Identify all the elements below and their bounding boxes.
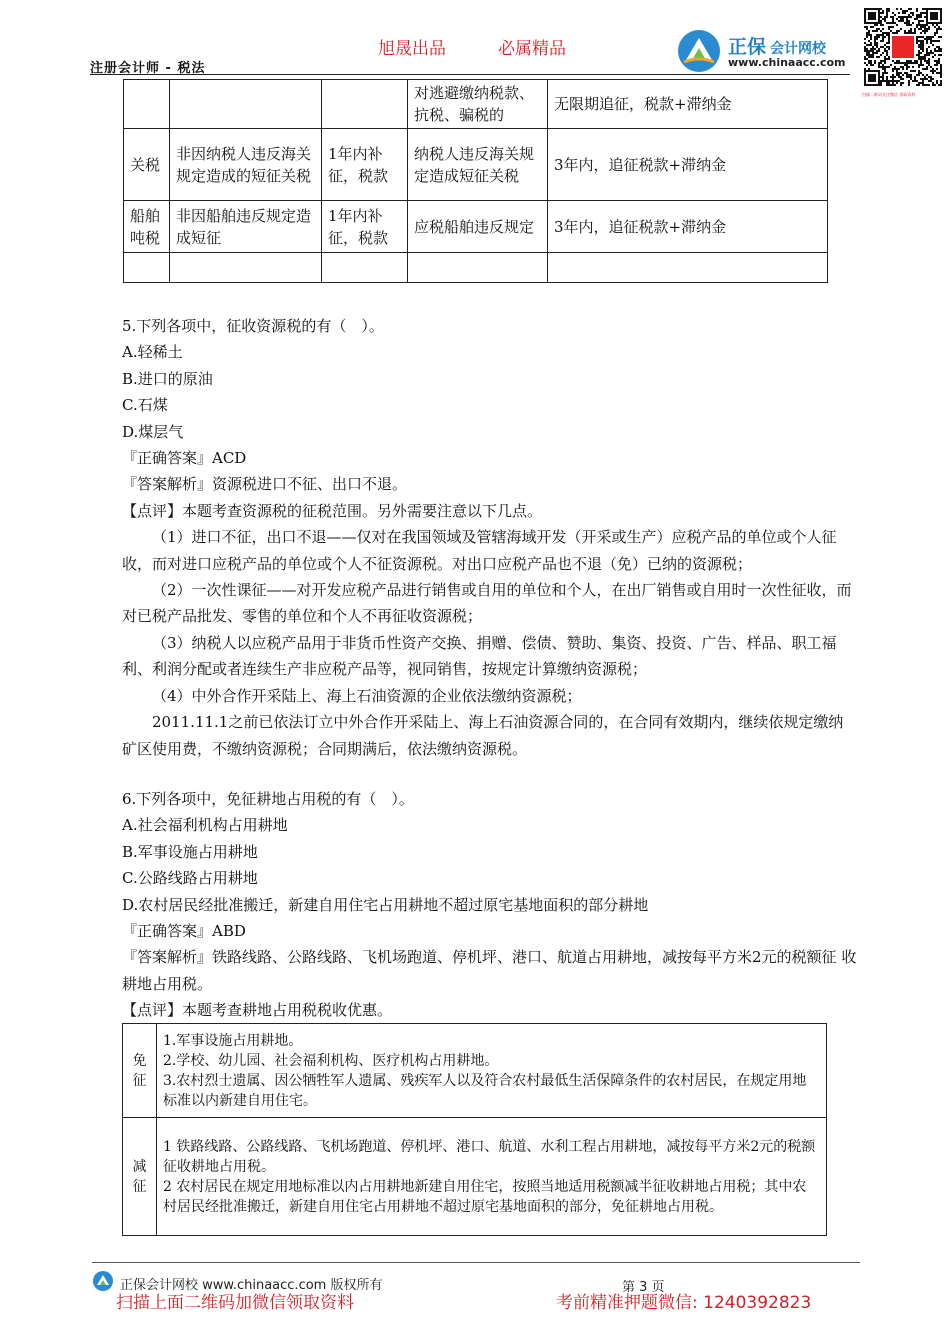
period-cell (322, 80, 408, 129)
comment-point: 2011.11.1之前已依法订立中外合作开采陆上、海上石油资源合同的，在合同有效期内，继续依规定缴纳矿区使用费，不缴纳资源税；合同期满后，依法缴纳资源税。 (122, 713, 844, 758)
comment: 【点评】本题考查资源税的征税范围。另外需要注意以下几点。 (122, 501, 543, 520)
list-item: 1 铁路线路、公路线路、飞机场跑道、停机坪、港口、航道、水利工程占用耕地，减按每平方米2元的税额征收耕地占用税。 (163, 1138, 816, 1175)
option: D.煤层气 (122, 422, 184, 441)
table-row (123, 1118, 827, 1236)
logo-sub: 会计网校 (770, 41, 827, 57)
comment-point: （3）纳税人以应税产品用于非货币性资产交换、捐赠、偿债、赞助、集资、投资、广告、样品、职工福利、利润分配或者连续生产非应税产品等，视同销售，按规定计算缴纳资源税； (122, 633, 837, 679)
table-row (124, 253, 828, 283)
qr-code (862, 6, 944, 88)
category-cell: 免征 (123, 1024, 157, 1118)
logo-emblem-icon (676, 28, 722, 74)
logo-name: 正保 (728, 36, 767, 58)
question-5 (122, 313, 858, 762)
option: B.军事设施占用耕地 (122, 842, 258, 861)
tax-cell: 关税 (124, 129, 170, 201)
cause-cell: 纳税人违反海关规定造成短征关税 (408, 129, 548, 201)
comment-point: （4）中外合作开采陆上、海上石油资源的企业依法缴纳资源税； (152, 686, 582, 705)
tax-relief-table (122, 1023, 827, 1236)
footer-promo-left: 扫描上面二维码加微信领取资料 (116, 1293, 354, 1313)
action-cell: 无限期追征，税款+滞纳金 (548, 80, 828, 129)
chinaacc-logo (676, 28, 858, 76)
table-row (123, 1024, 827, 1118)
period-cell: 1年内补征，税款 (322, 129, 408, 201)
period-cell (322, 253, 408, 283)
list-item: 2.学校、幼儿园、社会福利机构、医疗机构占用耕地。 (163, 1052, 499, 1069)
logo-url: www.chinaacc.com (728, 56, 846, 69)
footer-rule (92, 1262, 860, 1263)
cause-cell: 应税船舶违反规定 (408, 201, 548, 253)
header-slogan-right: 必属精品 (498, 39, 566, 59)
option: D.农村居民经批准搬迁，新建自用住宅占用耕地不超过原宅基地面积的部分耕地 (122, 895, 649, 914)
correct-answer: 『正确答案』ABD (122, 922, 246, 941)
comment: 【点评】本题考查耕地占用税税收优惠。 (122, 1001, 393, 1020)
case-cell: 非因船舶违反规定造成短征 (170, 201, 322, 253)
option: C.石煤 (122, 396, 168, 415)
footer-copyright: 正保会计网校 www.chinaacc.com 版权所有 (120, 1278, 383, 1293)
recovery-period-table (123, 79, 828, 283)
qr-note: 扫描二维码关注微信 领取资料 (862, 92, 916, 97)
action-cell: 3年内，追征税款+滞纳金 (548, 129, 828, 201)
case-cell (170, 253, 322, 283)
action-cell (548, 253, 828, 283)
option: B.进口的原油 (122, 369, 213, 388)
tax-cell (124, 80, 170, 129)
items-cell (157, 1118, 827, 1236)
answer-analysis: 『答案解析』铁路线路、公路线路、飞机场跑道、停机坪、港口、航道占用耕地，减按每平方米2元的税额征 收耕地占用税。 (122, 948, 857, 993)
list-item: 1.军事设施占用耕地。 (163, 1032, 303, 1049)
items-cell (157, 1024, 827, 1118)
list-item: 2 农村居民在规定用地标准以内占用耕地新建自用住宅，按照当地适用税额减半征收耕地占用税；其中农村居民经批准搬迁，新建自用住宅占用耕地不超过原宅基地面积的部分，免征耕地占用税。 (163, 1178, 807, 1215)
option: A.轻稀土 (122, 343, 183, 362)
case-cell: 非因纳税人违反海关规定造成的短征关税 (170, 129, 322, 201)
question-stem: 6.下列各项中，免征耕地占用税的有（ ）。 (122, 790, 414, 808)
footer-logo-icon (92, 1270, 114, 1292)
action-cell: 3年内，追征税款+滞纳金 (548, 201, 828, 253)
qr-center-icon (890, 34, 916, 60)
course-title: 注册会计师 - 税法 (90, 61, 206, 76)
category-cell: 减征 (123, 1118, 157, 1236)
tax-cell (124, 253, 170, 283)
header-slogan-left: 旭晟出品 (378, 39, 446, 59)
option: C.公路线路占用耕地 (122, 869, 258, 888)
table-row (124, 80, 828, 129)
tax-cell: 船舶吨税 (124, 201, 170, 253)
question-stem: 5.下列各项中，征收资源税的有（ ）。 (122, 317, 384, 335)
footer-promo-right: 考前精准押题微信: 1240392823 (556, 1293, 812, 1313)
correct-answer: 『正确答案』ACD (122, 449, 247, 468)
table-row (124, 129, 828, 201)
comment-point: （1）进口不征，出口不退——仅对在我国领域及管辖海域开发（开采或生产）应税产品的单位或个人征收，而对进口应税产品的单位或个人不征资源税。对出口应税产品也不退（免）已纳的资源税； (122, 528, 837, 573)
answer-analysis: 『答案解析』资源税进口不征、出口不退。 (122, 475, 408, 494)
case-cell (170, 80, 322, 129)
list-item: 3.农村烈士遗属、因公牺牲军人遗属、残疾军人以及符合农村最低生活保障条件的农村居民，在规定用地标准以内新建自用住宅。 (163, 1072, 807, 1109)
comment-point: （2）一次性课征——对开发应税产品进行销售或自用的单位和个人，在出厂销售或自用时一次性征收，而对已税产品批发、零售的单位和个人不再征收资源税； (122, 581, 852, 626)
cause-cell: 对逃避缴纳税款、抗税、骗税的 (408, 80, 548, 129)
option: A.社会福利机构占用耕地 (122, 816, 288, 835)
cause-cell (408, 253, 548, 283)
question-6 (122, 786, 858, 1024)
table-row (124, 201, 828, 253)
period-cell: 1年内补征，税款 (322, 201, 408, 253)
page-number: 第 3 页 (622, 1280, 665, 1295)
